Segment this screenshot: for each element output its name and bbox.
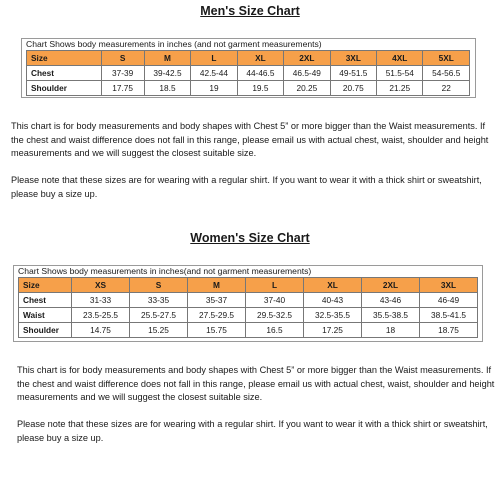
womens-table-caption: Chart Shows body measurements in inches(and not garment measurements) <box>18 266 312 276</box>
womens-row-waist <box>19 308 478 323</box>
mens-size-table-box <box>21 38 476 98</box>
table-cell: 14.75 <box>72 323 130 338</box>
mens-header-cell: 4XL <box>377 51 423 66</box>
table-cell: 23.5-25.5 <box>72 308 130 323</box>
table-cell: 18 <box>362 323 420 338</box>
mens-size-chart-title: Men's Size Chart <box>200 4 300 18</box>
womens-header-cell: XL <box>304 278 362 293</box>
row-label: Chest <box>19 293 72 308</box>
mens-row-chest <box>27 66 470 81</box>
table-cell: 37-40 <box>246 293 304 308</box>
womens-header-row <box>19 278 478 293</box>
mens-size-table <box>26 50 470 96</box>
table-cell: 49-51.5 <box>330 66 376 81</box>
womens-measurement-note: This chart is for body measurements and body shapes with Chest 5” or more bigger than the Waist measurements. If the chest and waist difference does not fall in this range, please email us with actual chest, waist, shoulder and height measurements and we will suggest the closest suitable size. <box>17 365 495 403</box>
womens-header-cell: S <box>130 278 188 293</box>
table-cell: 16.5 <box>246 323 304 338</box>
table-cell: 17.75 <box>101 81 144 96</box>
row-label: Shoulder <box>27 81 102 96</box>
table-cell: 20.25 <box>284 81 330 96</box>
womens-header-cell: M <box>188 278 246 293</box>
table-cell: 46-49 <box>420 293 478 308</box>
table-cell: 22 <box>423 81 470 96</box>
mens-header-row <box>27 51 470 66</box>
table-cell: 19 <box>191 81 237 96</box>
mens-row-shoulder <box>27 81 470 96</box>
table-cell: 31-33 <box>72 293 130 308</box>
table-cell: 46.5-49 <box>284 66 330 81</box>
row-label: Chest <box>27 66 102 81</box>
mens-header-size: Size <box>27 51 102 66</box>
mens-table-caption: Chart Shows body measurements in inches (and not garment measurements) <box>26 39 322 49</box>
mens-header-cell: XL <box>237 51 283 66</box>
womens-row-shoulder <box>19 323 478 338</box>
table-cell: 54-56.5 <box>423 66 470 81</box>
womens-size-chart-title: Women's Size Chart <box>190 231 310 245</box>
table-cell: 42.5-44 <box>191 66 237 81</box>
table-cell: 15.75 <box>188 323 246 338</box>
table-cell: 15.25 <box>130 323 188 338</box>
mens-header-cell: S <box>101 51 144 66</box>
table-cell: 38.5-41.5 <box>420 308 478 323</box>
table-cell: 40-43 <box>304 293 362 308</box>
womens-size-table-box <box>13 265 483 342</box>
womens-header-cell: L <box>246 278 304 293</box>
mens-header-cell: 2XL <box>284 51 330 66</box>
row-label: Shoulder <box>19 323 72 338</box>
table-cell: 44-46.5 <box>237 66 283 81</box>
table-cell: 39-42.5 <box>144 66 190 81</box>
table-cell: 33-35 <box>130 293 188 308</box>
womens-header-size: Size <box>19 278 72 293</box>
table-cell: 27.5-29.5 <box>188 308 246 323</box>
table-cell: 35-37 <box>188 293 246 308</box>
table-cell: 18.75 <box>420 323 478 338</box>
table-cell: 21.25 <box>377 81 423 96</box>
table-cell: 43-46 <box>362 293 420 308</box>
table-cell: 18.5 <box>144 81 190 96</box>
table-cell: 35.5-38.5 <box>362 308 420 323</box>
mens-size-up-note: Please note that these sizes are for wearing with a regular shirt. If you want to wear it with a thick shirt or sweatshirt, please buy a size up. <box>11 175 482 199</box>
mens-measurement-note: This chart is for body measurements and body shapes with Chest 5” or more bigger than the Waist measurements. If the chest and waist difference does not fall in this range, please email us with actual chest, waist, shoulder and height measurements and we will suggest the closest suitable size. <box>11 121 489 159</box>
table-cell: 17.25 <box>304 323 362 338</box>
mens-header-cell: M <box>144 51 190 66</box>
table-cell: 25.5-27.5 <box>130 308 188 323</box>
womens-row-chest <box>19 293 478 308</box>
table-cell: 51.5-54 <box>377 66 423 81</box>
womens-header-cell: 2XL <box>362 278 420 293</box>
womens-size-up-note: Please note that these sizes are for wearing with a regular shirt. If you want to wear it with a thick shirt or sweatshirt, please buy a size up. <box>17 419 488 443</box>
womens-header-cell: XS <box>72 278 130 293</box>
table-cell: 19.5 <box>237 81 283 96</box>
row-label: Waist <box>19 308 72 323</box>
table-cell: 32.5-35.5 <box>304 308 362 323</box>
mens-header-cell: 5XL <box>423 51 470 66</box>
table-cell: 29.5-32.5 <box>246 308 304 323</box>
mens-header-cell: 3XL <box>330 51 376 66</box>
table-cell: 20.75 <box>330 81 376 96</box>
womens-size-table <box>18 277 478 338</box>
mens-header-cell: L <box>191 51 237 66</box>
womens-header-cell: 3XL <box>420 278 478 293</box>
table-cell: 37-39 <box>101 66 144 81</box>
